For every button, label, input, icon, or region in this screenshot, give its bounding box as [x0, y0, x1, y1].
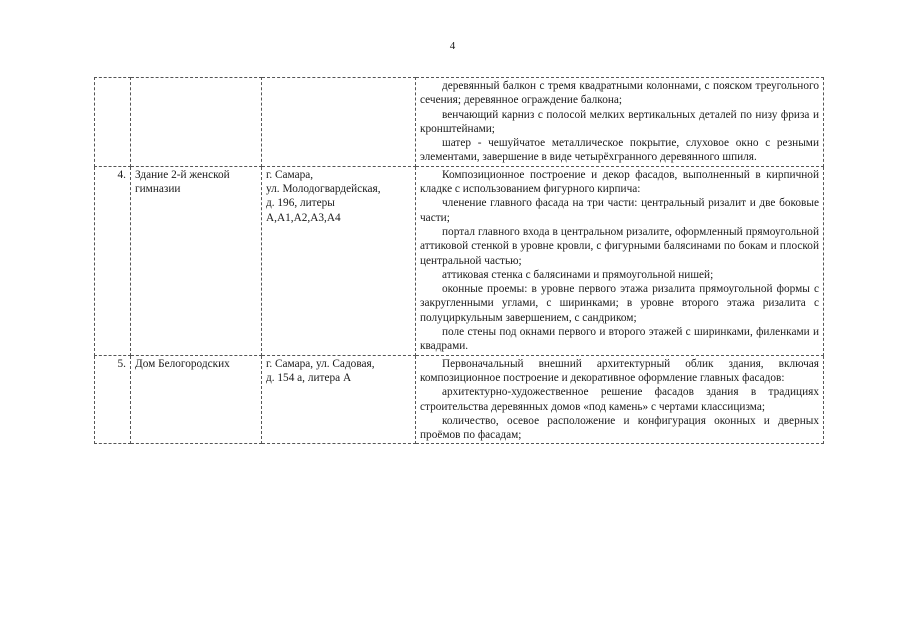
- description-paragraph: венчающий карниз с полосой мелких вертикальных деталей по низу фриза и кронштейнами;: [420, 108, 819, 135]
- description-paragraph: Первоначальный внешний архитектурный облик здания, включая композиционное построение и декоративное оформление главных фасадов:: [420, 357, 819, 384]
- description-cell: [416, 166, 824, 355]
- description-paragraph: архитектурно-художественное решение фасадов здания в традициях строительства деревянных домов «под камень» с чертами классицизма;: [420, 386, 819, 413]
- address-line: д. 196, литеры: [266, 197, 335, 210]
- address-line: г. Самара, ул. Садовая,: [266, 357, 375, 370]
- description-cell: [416, 355, 824, 444]
- row-number-cell: 5.: [95, 355, 131, 444]
- address-cell: [262, 78, 416, 167]
- description-paragraph: Композиционное построение и декор фасадов, выполненный в кирпичной кладке с использованием фигурного кирпича:: [420, 168, 819, 196]
- object-name-cell: [131, 78, 262, 167]
- row-number-cell: [95, 78, 131, 167]
- address-cell: [262, 166, 416, 355]
- description-paragraph: портал главного входа в центральном ризалите, оформленный прямоугольной аттиковой стенкой в уровне кровли, с фигурными балясинами по бокам и плоской центральной частью;: [420, 225, 819, 267]
- row-number-cell: 4.: [95, 166, 131, 355]
- description-paragraph: оконные проемы: в уровне первого этажа ризалита прямоугольной формы с закругленными углами, с ширинками; в уровне второго этажа ризалита с полуциркульным завершением, с сандриком;: [420, 283, 819, 324]
- description-paragraph: количество, осевое расположение и конфигурация оконных и дверных проёмов по фасадам;: [420, 414, 819, 442]
- table-row: [95, 78, 824, 167]
- address-line: ул. Молодогвардейская,: [266, 183, 381, 196]
- address-line: д. 154 а, литера А: [266, 371, 352, 384]
- description-cell: [416, 78, 824, 167]
- description-paragraph: аттиковая стенка с балясинами и прямоугольной нишей;: [442, 268, 714, 281]
- page-number: 4: [449, 40, 456, 52]
- description-paragraph: шатер - чешуйчатое металлическое покрытие, слуховое окно с резными элементами, завершение в виде четырёхгранного деревянного шпиля.: [420, 137, 819, 164]
- object-name-cell: Здание 2-й женской гимназии: [131, 166, 262, 355]
- description-paragraph: деревянный балкон с тремя квадратными колоннами, с пояском треугольного сечения; деревянное ограждение балкона;: [420, 80, 819, 107]
- description-paragraph: поле стены под окнами первого и второго этажей с ширинками, филенками и квадрами.: [420, 326, 819, 353]
- address-cell: [262, 355, 416, 444]
- description-paragraph: членение главного фасада на три части: центральный ризалит и две боковые части;: [420, 197, 819, 224]
- monuments-table: [94, 77, 824, 444]
- table-row: [95, 166, 824, 355]
- address-line: г. Самара,: [266, 168, 314, 181]
- table-row: [95, 355, 824, 444]
- object-name-cell: Дом Белогородских: [131, 355, 262, 444]
- address-line: А,А1,А2,А3,А4: [266, 211, 341, 224]
